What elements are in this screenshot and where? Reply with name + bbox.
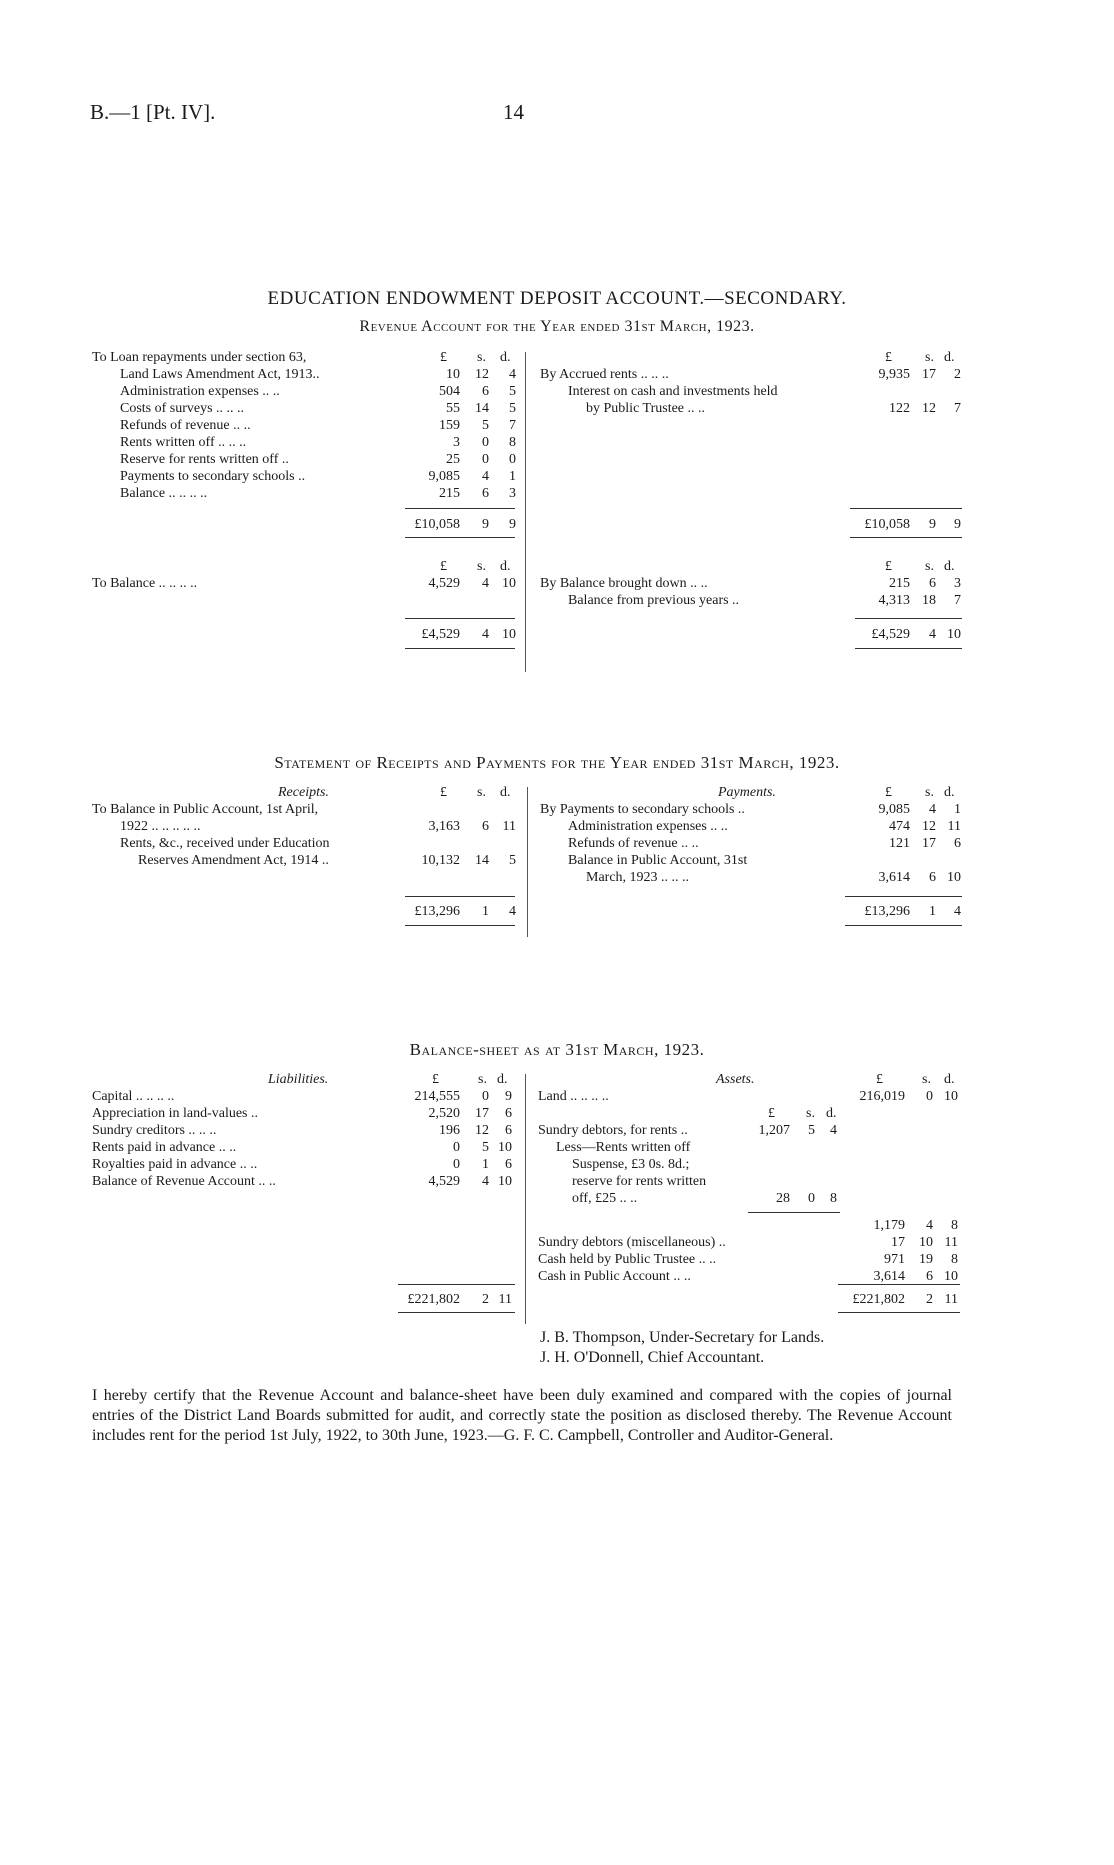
- amount-shillings: 0: [482, 452, 489, 467]
- rule: [748, 1212, 840, 1213]
- list-item: Reserves Amendment Act, 1914 ..: [138, 853, 329, 868]
- list-item: Interest on cash and investments held: [568, 384, 778, 399]
- shillings-header: s.: [925, 559, 934, 574]
- amount-pounds: 215: [439, 486, 460, 501]
- amount-shillings: 17: [922, 367, 936, 382]
- audit-certificate: I hereby certify that the Revenue Account and balance-sheet have been duly examined and compared with the copies of journal entries of the District Land Boards submitted for audit, and correctly state the position as disclosed thereby. The Revenue Account includes rent for the period 1st July, 1922, to 30th June, 1923.—G. F. C. Campbell, Controller and Auditor-General.: [92, 1387, 952, 1444]
- liabilities-pounds: [390, 1088, 460, 1190]
- amount-pence: 11: [502, 819, 516, 834]
- pounds-header: £: [440, 559, 447, 574]
- amount-pence: 5: [509, 401, 516, 416]
- less-rents-note: [556, 1139, 706, 1207]
- total-pence: 9: [509, 517, 516, 532]
- amount-pounds: 25: [446, 452, 460, 467]
- amount-pence: 7: [509, 418, 516, 433]
- shillings-header: s.: [806, 1106, 815, 1121]
- rule: [405, 896, 515, 897]
- amount-pounds: 3: [453, 435, 460, 450]
- land-label: Land .. .. .. ..: [538, 1089, 609, 1104]
- shillings-header: s.: [477, 559, 486, 574]
- payments-pounds: [850, 801, 910, 852]
- amount-shillings: 4: [482, 469, 489, 484]
- shillings-header: s.: [477, 785, 486, 800]
- rule: [405, 618, 515, 619]
- list-item: Land Laws Amendment Act, 1913..: [120, 367, 320, 382]
- rule: [855, 618, 962, 619]
- list-item: Refunds of revenue .. ..: [120, 418, 251, 433]
- sundry-rents-label: Sundry debtors, for rents ..: [538, 1123, 688, 1138]
- amount-pounds: 3,163: [428, 819, 460, 834]
- list-item: By Balance brought down .. ..: [540, 576, 708, 591]
- list-item: Reserve for rents written off ..: [120, 452, 289, 467]
- amount-shillings: 4: [926, 1218, 933, 1233]
- total-pence: 10: [502, 627, 516, 642]
- pence-header: d.: [497, 1072, 508, 1087]
- total-shillings: 2: [482, 1292, 489, 1307]
- rule: [398, 1312, 515, 1313]
- pounds-header: £: [885, 785, 892, 800]
- revenue-debit-pounds: [400, 366, 460, 502]
- balance-brought-labels: [540, 575, 739, 609]
- amount-shillings: 6: [929, 576, 936, 591]
- amount-shillings: 12: [922, 401, 936, 416]
- payments-pence: [937, 801, 961, 852]
- amount-pence: 3: [509, 486, 516, 501]
- document-title: EDUCATION ENDOWMENT DEPOSIT ACCOUNT.—SECONDARY.: [267, 288, 847, 309]
- pence-header: d.: [500, 559, 511, 574]
- amount-pounds: 10: [446, 367, 460, 382]
- pounds-header: £: [440, 785, 447, 800]
- receipts-heading: Receipts.: [278, 785, 329, 800]
- rule: [845, 896, 962, 897]
- total-shillings: 4: [482, 627, 489, 642]
- amount-shillings: 14: [475, 401, 489, 416]
- amount-pounds: 10,132: [421, 853, 460, 868]
- amount-pounds: 55: [446, 401, 460, 416]
- amount-pounds: 504: [439, 384, 460, 399]
- liabilities-heading: Liabilities.: [268, 1072, 329, 1087]
- total-pence: 10: [947, 627, 961, 642]
- shillings-header: s.: [477, 350, 486, 365]
- amount-pence: 10: [502, 576, 516, 591]
- receipts-payments-title: Statement of Receipts and Payments for the Year ended 31st March, 1923.: [274, 753, 840, 772]
- rule: [405, 508, 515, 509]
- amount-pence: 1: [509, 469, 516, 484]
- amount-shillings: 5: [482, 1140, 489, 1155]
- amount-pence: 1: [954, 802, 961, 817]
- amount-pence: 7: [954, 593, 961, 608]
- pence-header: d.: [944, 559, 955, 574]
- list-item: Administration expenses .. ..: [568, 819, 728, 834]
- signature-chief-accountant: J. H. O'Donnell, Chief Accountant.: [540, 1349, 765, 1366]
- pence-header: d.: [944, 350, 955, 365]
- rule: [850, 508, 962, 509]
- amount-shillings: 4: [482, 576, 489, 591]
- amount-pounds: 215: [889, 576, 910, 591]
- assets-pounds: [830, 1234, 905, 1285]
- total-pounds: £221,802: [852, 1292, 905, 1307]
- total-shillings: 1: [929, 904, 936, 919]
- list-item: Administration expenses .. ..: [120, 384, 280, 399]
- balance-sheet-title: Balance-sheet as at 31st March, 1923.: [409, 1040, 705, 1059]
- total-pounds: £10,058: [414, 517, 460, 532]
- amount-pounds: 196: [439, 1123, 460, 1138]
- list-item: Sundry debtors (miscellaneous) ..: [538, 1235, 726, 1250]
- list-item: Suspense, £3 0s. 8d.;: [572, 1157, 690, 1172]
- column-divider: [527, 787, 528, 937]
- pounds-header: £: [885, 559, 892, 574]
- amount-pence: 6: [505, 1123, 512, 1138]
- amount-pence: 6: [954, 836, 961, 851]
- amount-pence: 8: [951, 1252, 958, 1267]
- amount-shillings: 17: [475, 1106, 489, 1121]
- shillings-header: s.: [922, 1072, 931, 1087]
- total-pounds: £13,296: [864, 904, 910, 919]
- amount-pence: 5: [509, 853, 516, 868]
- total-pence: 9: [954, 517, 961, 532]
- amount-pounds: 4,313: [878, 593, 910, 608]
- rule: [405, 537, 515, 538]
- payments-labels: [540, 801, 747, 886]
- amount-shillings: 5: [808, 1123, 815, 1138]
- amount-pence: 10: [944, 1269, 958, 1284]
- amount-pounds: 17: [891, 1235, 905, 1250]
- list-item: Balance of Revenue Account .. ..: [92, 1174, 276, 1189]
- assets-labels: [538, 1234, 726, 1285]
- list-item: March, 1923 .. .. ..: [586, 870, 690, 885]
- assets-heading: Assets.: [716, 1072, 755, 1087]
- amount-pounds: 4,529: [428, 576, 460, 591]
- rule: [845, 925, 962, 926]
- amount-shillings: 0: [482, 1089, 489, 1104]
- list-item: Refunds of revenue .. ..: [568, 836, 699, 851]
- total-shillings: 1: [482, 904, 489, 919]
- amount-shillings: 5: [482, 418, 489, 433]
- amount-shillings: 12: [475, 367, 489, 382]
- amount-pence: 5: [509, 384, 516, 399]
- list-item: By Accrued rents .. .. ..: [540, 367, 669, 382]
- liabilities-shillings: [465, 1088, 489, 1190]
- assets-pence: [934, 1234, 958, 1285]
- amount-pounds: 971: [884, 1252, 905, 1267]
- amount-shillings: 12: [475, 1123, 489, 1138]
- amount-pounds: 3,614: [878, 870, 910, 885]
- amount-shillings: 17: [922, 836, 936, 851]
- amount-shillings: 10: [919, 1235, 933, 1250]
- amount-pence: 4: [509, 367, 516, 382]
- amount-shillings: 14: [475, 853, 489, 868]
- list-item: To Balance in Public Account, 1st April,: [92, 802, 319, 817]
- payments-shillings: [912, 801, 936, 852]
- total-pence: 4: [954, 904, 961, 919]
- page-number: 14: [503, 100, 524, 124]
- amount-shillings: 6: [482, 384, 489, 399]
- list-item: Payments to secondary schools ..: [120, 469, 306, 484]
- amount-pence: 10: [498, 1174, 512, 1189]
- list-item: To Loan repayments under section 63,: [92, 350, 307, 365]
- amount-pence: 11: [944, 1235, 958, 1250]
- amount-pounds: 0: [453, 1140, 460, 1155]
- rule: [405, 925, 515, 926]
- amount-shillings: 0: [926, 1089, 933, 1104]
- rule: [855, 648, 962, 649]
- list-item: Rents paid in advance .. ..: [92, 1140, 237, 1155]
- amount-shillings: 4: [929, 802, 936, 817]
- rule: [838, 1312, 960, 1313]
- list-item: Appreciation in land-values ..: [92, 1106, 259, 1121]
- amount-pounds: 0: [453, 1157, 460, 1172]
- amount-pounds: 4,529: [428, 1174, 460, 1189]
- revenue-debit-labels: [92, 349, 319, 502]
- amount-pounds: 28: [776, 1191, 790, 1206]
- total-pence: 4: [509, 904, 516, 919]
- amount-pounds: 1,207: [758, 1123, 790, 1138]
- list-item: by Public Trustee .. ..: [586, 401, 706, 416]
- pence-header: d.: [944, 785, 955, 800]
- list-item: Rents written off .. .. ..: [120, 435, 247, 450]
- shillings-header: s.: [925, 785, 934, 800]
- receipts-labels: [92, 801, 330, 869]
- amount-pounds: 159: [439, 418, 460, 433]
- amount-pounds: 9,085: [428, 469, 460, 484]
- pounds-header: £: [432, 1072, 439, 1087]
- amount-shillings: 12: [922, 819, 936, 834]
- amount-pounds: 214,555: [414, 1089, 460, 1104]
- amount-shillings: 6: [926, 1269, 933, 1284]
- amount-pence: 10: [498, 1140, 512, 1155]
- amount-pence: 9: [505, 1089, 512, 1104]
- amount-pence: 6: [505, 1106, 512, 1121]
- pounds-header: £: [885, 350, 892, 365]
- list-item: reserve for rents written: [572, 1174, 707, 1189]
- amount-pence: 10: [944, 1089, 958, 1104]
- amount-pounds: 9,935: [878, 367, 910, 382]
- pounds-header: £: [768, 1106, 775, 1121]
- amount-shillings: 0: [808, 1191, 815, 1206]
- amount-pounds: 1,179: [873, 1218, 905, 1233]
- amount-shillings: 18: [922, 593, 936, 608]
- total-shillings: 2: [926, 1292, 933, 1307]
- list-item: Rents, &c., received under Education: [120, 836, 330, 851]
- amount-pence: 8: [509, 435, 516, 450]
- assets-shillings: [909, 1234, 933, 1285]
- list-item: Sundry creditors .. .. ..: [92, 1123, 217, 1138]
- liabilities-labels: [92, 1088, 276, 1190]
- amount-pence: 8: [830, 1191, 837, 1206]
- rule: [398, 1284, 515, 1285]
- balance-brought-pence: [937, 575, 961, 609]
- amount-pence: 10: [947, 870, 961, 885]
- total-pounds: £221,802: [407, 1292, 460, 1307]
- amount-pence: 7: [954, 401, 961, 416]
- column-divider: [525, 1074, 526, 1324]
- rule: [405, 648, 515, 649]
- payments-heading: Payments.: [718, 785, 776, 800]
- pounds-header: £: [876, 1072, 883, 1087]
- rule: [838, 1284, 960, 1285]
- revenue-debit-pence: [492, 366, 516, 502]
- pence-header: d.: [500, 785, 511, 800]
- amount-shillings: 6: [482, 819, 489, 834]
- list-item: Cash in Public Account .. ..: [538, 1269, 691, 1284]
- amount-pence: 6: [505, 1157, 512, 1172]
- revenue-account-title: Revenue Account for the Year ended 31st March, 1923.: [359, 318, 755, 335]
- amount-shillings: 6: [482, 486, 489, 501]
- pounds-header: £: [440, 350, 447, 365]
- list-item: 1922 .. .. .. .. ..: [120, 819, 201, 834]
- amount-shillings: 6: [929, 870, 936, 885]
- amount-pounds: 216,019: [859, 1089, 905, 1104]
- list-item: Royalties paid in advance .. ..: [92, 1157, 258, 1172]
- total-pence: 11: [944, 1292, 958, 1307]
- amount-shillings: 1: [482, 1157, 489, 1172]
- list-item: Balance in Public Account, 31st: [568, 853, 748, 868]
- amount-pounds: 474: [889, 819, 910, 834]
- total-shillings: 9: [929, 517, 936, 532]
- revenue-debit-shillings: [465, 366, 489, 502]
- amount-pounds: 122: [889, 401, 910, 416]
- total-shillings: 4: [929, 627, 936, 642]
- amount-pence: 4: [830, 1123, 837, 1138]
- total-pounds: £4,529: [421, 627, 460, 642]
- total-pounds: £10,058: [864, 517, 910, 532]
- amount-pounds: 2,520: [428, 1106, 460, 1121]
- balance-brought-shillings: [912, 575, 936, 609]
- amount-pence: 3: [954, 576, 961, 591]
- total-pence: 11: [498, 1292, 512, 1307]
- total-shillings: 9: [482, 517, 489, 532]
- amount-shillings: 0: [482, 435, 489, 450]
- amount-pence: 11: [947, 819, 961, 834]
- rule: [850, 537, 962, 538]
- total-pounds: £13,296: [414, 904, 460, 919]
- pence-header: d.: [826, 1106, 837, 1121]
- balance-brought-pounds: [850, 575, 910, 609]
- amount-pounds: 121: [889, 836, 910, 851]
- list-item: off, £25 .. ..: [572, 1191, 638, 1206]
- pence-header: d.: [500, 350, 511, 365]
- amount-pounds: 3,614: [873, 1269, 905, 1284]
- shillings-header: s.: [925, 350, 934, 365]
- total-pounds: £4,529: [871, 627, 910, 642]
- revenue-credit-labels: [540, 366, 778, 417]
- pence-header: d.: [944, 1072, 955, 1087]
- amount-pence: 8: [951, 1218, 958, 1233]
- liabilities-pence: [488, 1088, 512, 1190]
- shillings-header: s.: [478, 1072, 487, 1087]
- column-divider: [525, 352, 526, 672]
- amount-shillings: 4: [482, 1174, 489, 1189]
- balance-carried-label: To Balance .. .. .. ..: [92, 576, 198, 591]
- list-item: Balance from previous years ..: [568, 593, 740, 608]
- report-reference: B.—1 [Pt. IV].: [90, 100, 216, 124]
- amount-pence: 0: [509, 452, 516, 467]
- amount-pounds: 9,085: [878, 802, 910, 817]
- list-item: By Payments to secondary schools ..: [540, 802, 745, 817]
- signature-under-secretary: J. B. Thompson, Under-Secretary for Lands.: [540, 1329, 825, 1346]
- list-item: Cash held by Public Trustee .. ..: [538, 1252, 717, 1267]
- amount-pence: 2: [954, 367, 961, 382]
- list-item: Less—Rents written off: [556, 1140, 691, 1155]
- list-item: Balance .. .. .. ..: [120, 486, 208, 501]
- list-item: Capital .. .. .. ..: [92, 1089, 175, 1104]
- amount-shillings: 19: [919, 1252, 933, 1267]
- list-item: Costs of surveys .. .. ..: [120, 401, 245, 416]
